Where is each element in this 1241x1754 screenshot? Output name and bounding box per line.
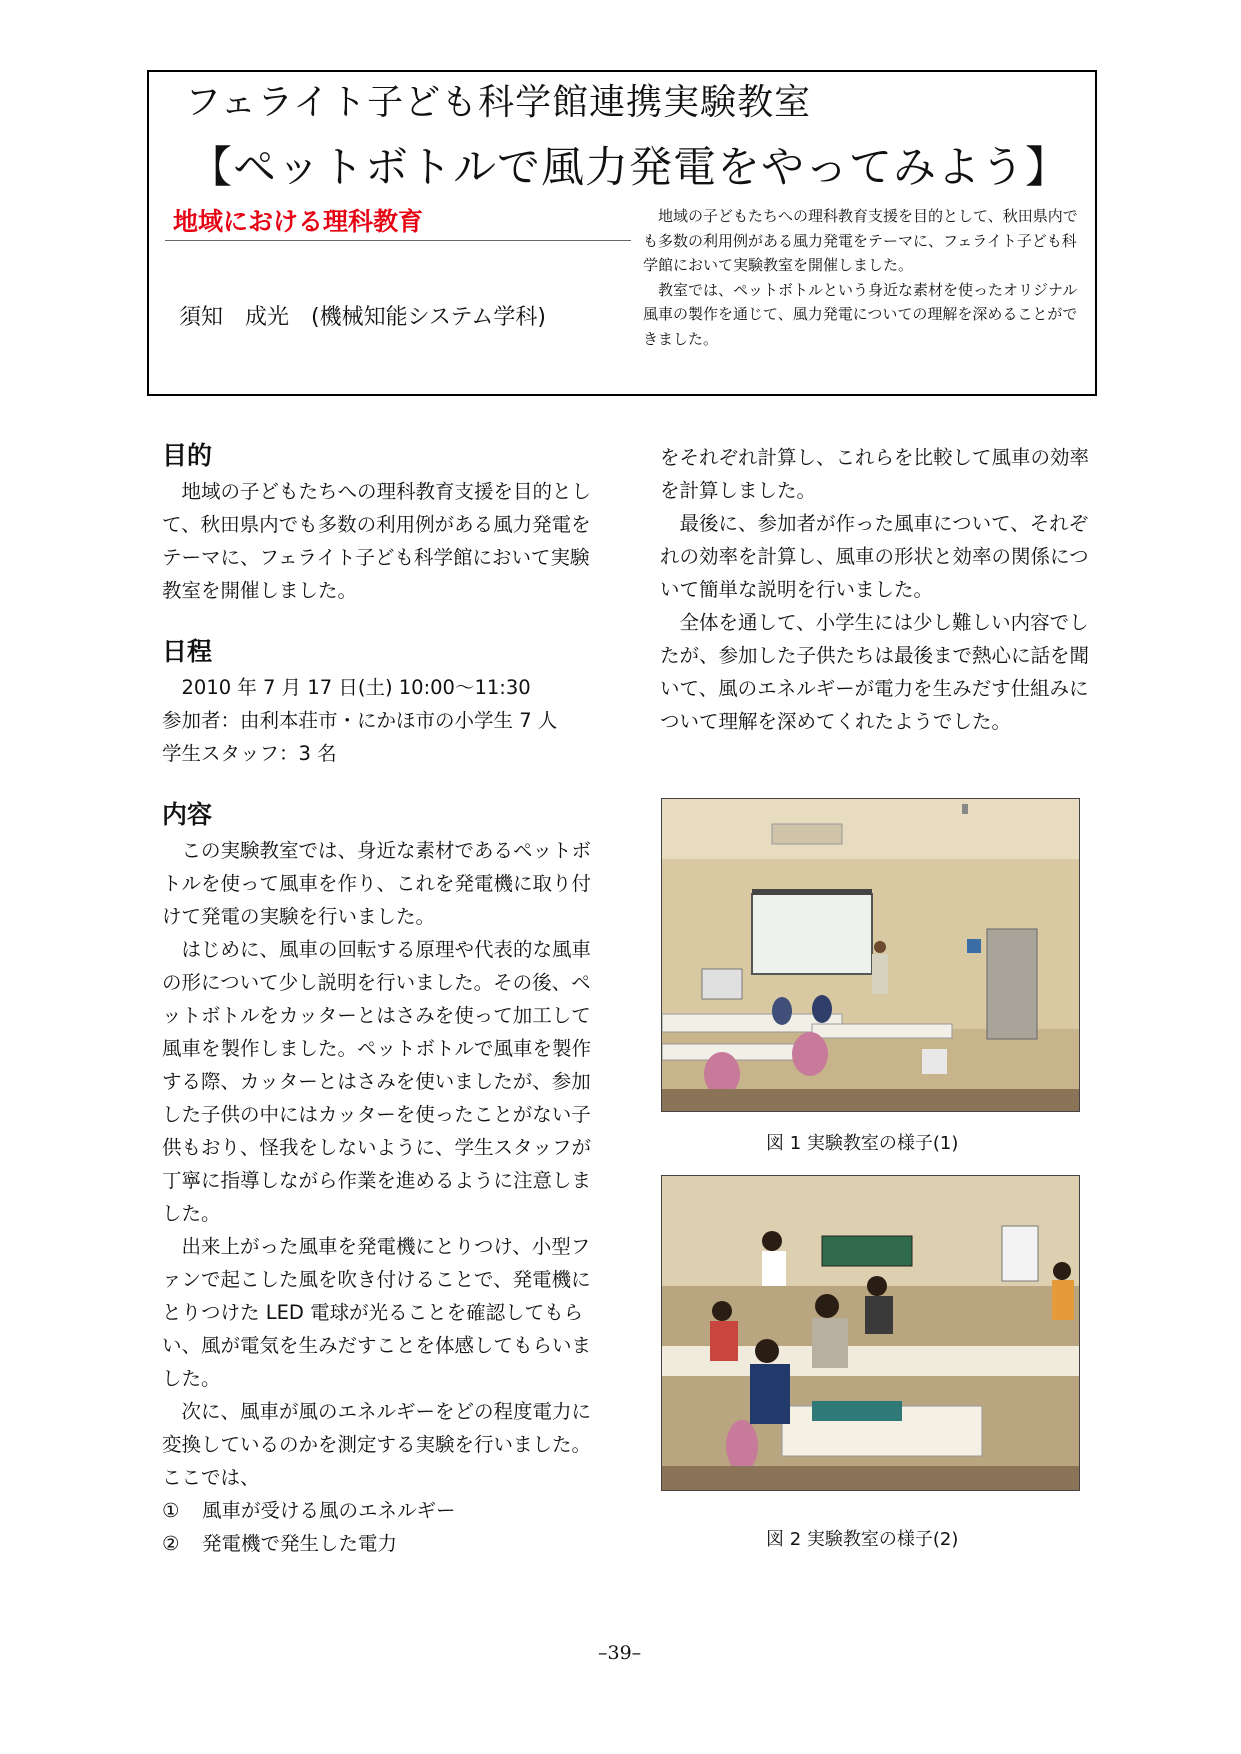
category-label: 地域における理科教育 [173,207,424,236]
page-number: –39– [598,1642,642,1664]
document-title: フェライト子ども科学館連携実験教室 [185,82,812,123]
summary-paragraph: 地域の子どもたちへの理科教育支援を目的として、秋田県内でも多数の利用例がある風力発電をテーマに、フェライト子ども科学館において実験教室を開催しました。 [643,207,1078,274]
content-paragraph: 出来上がった風車を発電機にとりつけ、小型ファンで起こした風を吹き付けることで、発電機にとりつけた LED 電球が光ることを確認してもらい、風が電気を生みだすことを体感してもらいました。 [162,1235,592,1390]
schedule-staff: 学生スタッフ：3 名 [162,742,337,765]
author-line: 須知 成光 (機械知能システム学科) [179,305,546,330]
content-paragraph: 全体を通して、小学生には少し難しい内容でしたが、参加した子供たちは最後まで熱心に話を聞いて、風のエネルギーが電力を生みだす仕組みについて理解を深めてくれたようでした。 [660,611,1090,733]
content-paragraph: はじめに、風車の回転する原理や代表的な風車の形について少し説明を行いました。その後、ペットボトルをカッターとはさみを使って加工して風車を製作しました。ペットボトルで風車を製作する際、カッターとはさみを使いましたが、参加した子供の中にはカッターを使ったことがない子供もおり、怪我をしないように、学生スタッフが丁寧に指導しながら作業を進めるように注意しました。 [162,938,592,1225]
content-paragraph: 最後に、参加者が作った風車について、それぞれの効率を計算し、風車の形状と効率の関係について簡単な説明を行いました。 [660,512,1089,601]
section-heading-purpose: 目的 [162,441,213,470]
content-paragraph: をそれぞれ計算し、これらを比較して風車の効率を計算しました。 [660,446,1090,502]
left-column [162,437,602,1560]
list-number: ② [162,1532,180,1555]
section-heading-content: 内容 [162,800,213,829]
summary-paragraph: 教室では、ペットボトルという身近な素材を使ったオリジナル風車の製作を通じて、風力発電についての理解を深めることができました。 [643,280,1078,348]
document-subtitle: 【ペットボトルで風力発電をやってみよう】 [189,143,1069,193]
figure-1-photo [661,798,1080,1112]
purpose-body: 地域の子どもたちへの理科教育支援を目的として、秋田県内でも多数の利用例がある風力発電をテーマに、フェライト子ども科学館において実験教室を開催しました。 [162,480,592,602]
schedule-participants: 参加者：由利本荘市・にかほ市の小学生 7 人 [162,709,558,732]
list-item [162,1494,602,1527]
content-paragraph: 次に、風車が風のエネルギーをどの程度電力に変換しているのかを測定する実験を行いました。ここでは、 [162,1400,592,1489]
figure-1-caption: 図 1 実験教室の様子(1) [766,1133,959,1154]
list-number: ① [162,1499,180,1522]
category-rule [165,240,631,241]
list-text: 風車が受ける風のエネルギー [202,1499,456,1522]
list-text: 発電機で発生した電力 [202,1532,398,1555]
header-box [147,70,1097,396]
right-column [660,441,1092,738]
schedule-date: 2010 年 7 月 17 日(土) 10:00～11:30 [181,676,531,699]
figure-2-caption: 図 2 実験教室の様子(2) [766,1529,959,1550]
figure-2-photo [661,1175,1080,1491]
schedule-block [162,671,602,770]
summary [643,204,1081,351]
content-paragraph: この実験教室では、身近な素材であるペットボトルを使って風車を作り、これを発電機に取り付けて発電の実験を行いました。 [162,839,592,928]
section-heading-schedule: 日程 [162,637,213,666]
list-item [162,1527,602,1560]
